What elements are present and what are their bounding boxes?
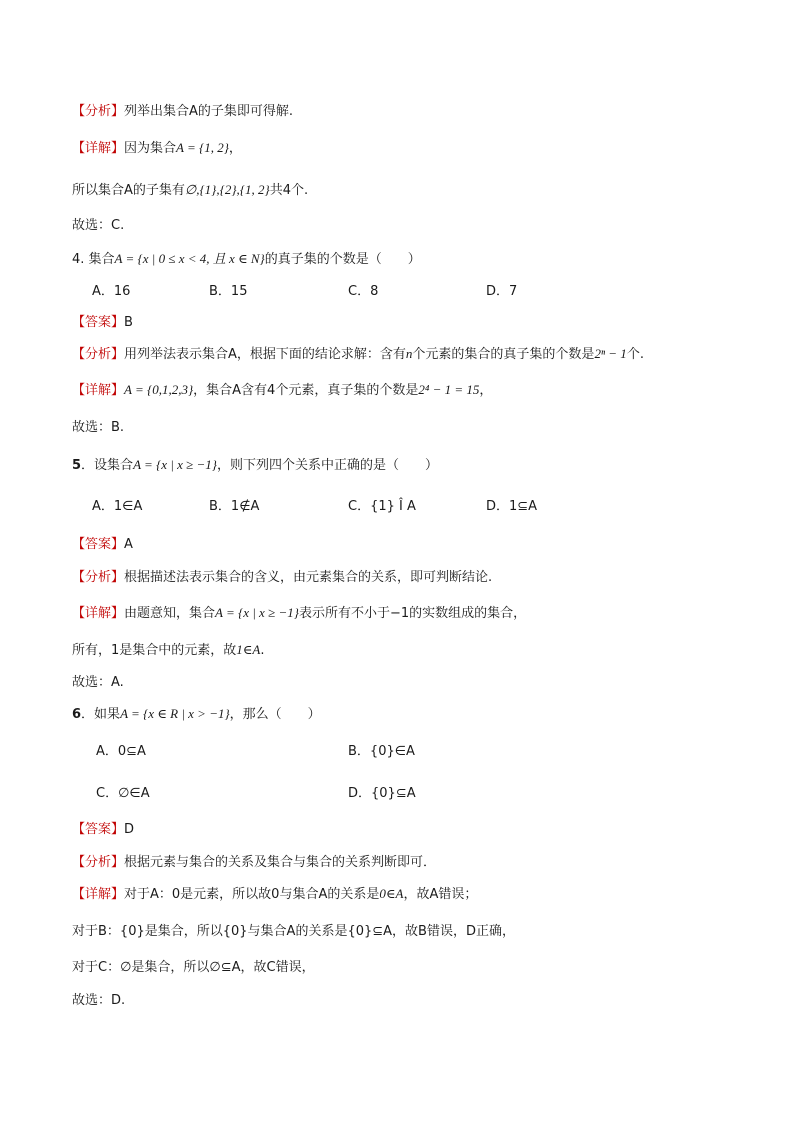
detail-tag: 【详解】 [72, 141, 125, 156]
q4-detail: 【详解】A = {0,1,2,3}，集合A含有4个元素，真子集的个数是2⁴ − 1 = 15， [72, 382, 493, 398]
q6-detail: 【详解】对于A：0是元素，所以故0与集合A的关系是0∈A，故A错误； [72, 886, 478, 902]
q4-option-a: A．16 [92, 284, 131, 299]
q4-option-b: B．15 [209, 284, 248, 299]
q4-option-c: C．8 [348, 284, 379, 299]
q5-detail-line2: 所有，1是集合中的元素，故1∈A. [72, 642, 265, 658]
q6-option-b: B．{0}∈A [348, 744, 415, 759]
prev-analysis: 【分析】列举出集合A的子集即可得解. [72, 104, 294, 119]
q4-analysis: 【分析】用列举法表示集合A，根据下面的结论求解：含有n个元素的集合的真子集的个数是2ⁿ − 1个. [72, 346, 644, 362]
q6-option-a: A．0⊆A [96, 744, 146, 759]
q4-stem: 4. 集合A = {x | 0 ≤ x < 4, 且 x ∈ N}的真子集的个数是（ ） [72, 251, 421, 267]
analysis-tag: 【分析】 [72, 104, 125, 119]
q4-option-d: D．7 [486, 284, 518, 299]
q5-answer: 【答案】A [72, 537, 133, 552]
q5-option-c: C．{1} Î A [348, 499, 416, 514]
q5-option-d: D．1⊆A [486, 499, 538, 514]
q4-choose: 故选：B. [72, 420, 125, 435]
q6-detail-line2: 对于B：{0}是集合，所以{0}与集合A的关系是{0}⊆A，故B错误，D正确， [72, 924, 515, 939]
q5-option-b: B．1∉A [209, 499, 260, 514]
prev-detail: 【详解】因为集合A = {1, 2}， [72, 140, 242, 156]
q6-choose: 故选：D. [72, 993, 126, 1008]
q5-option-a: A．1∈A [92, 499, 143, 514]
q5-analysis: 【分析】根据描述法表示集合的含义，由元素集合的关系，即可判断结论. [72, 570, 493, 585]
q4-answer: 【答案】B [72, 315, 133, 330]
q5-choose: 故选：A. [72, 675, 124, 690]
q6-detail-line3: 对于C：∅是集合，所以∅⊆A，故C错误， [72, 960, 315, 975]
q6-answer: 【答案】D [72, 822, 135, 837]
q5-stem: 5．设集合A = {x | x ≥ −1}，则下列四个关系中正确的是（ ） [72, 457, 438, 473]
q6-stem: 6．如果A = {x ∈ R | x > −1}，那么（ ） [72, 706, 321, 722]
prev-detail-line2: 所以集合A的子集有∅,{1},{2},{1, 2}共4个. [72, 182, 309, 198]
q5-detail: 【详解】由题意知，集合A = {x | x ≥ −1}表示所有不小于−1的实数组成的集合， [72, 605, 527, 621]
prev-choose: 故选：C. [72, 218, 125, 233]
q6-analysis: 【分析】根据元素与集合的关系及集合与集合的关系判断即可． [72, 855, 437, 870]
q6-option-c: C．∅∈A [96, 786, 150, 801]
q6-option-d: D．{0}⊆A [348, 786, 416, 801]
